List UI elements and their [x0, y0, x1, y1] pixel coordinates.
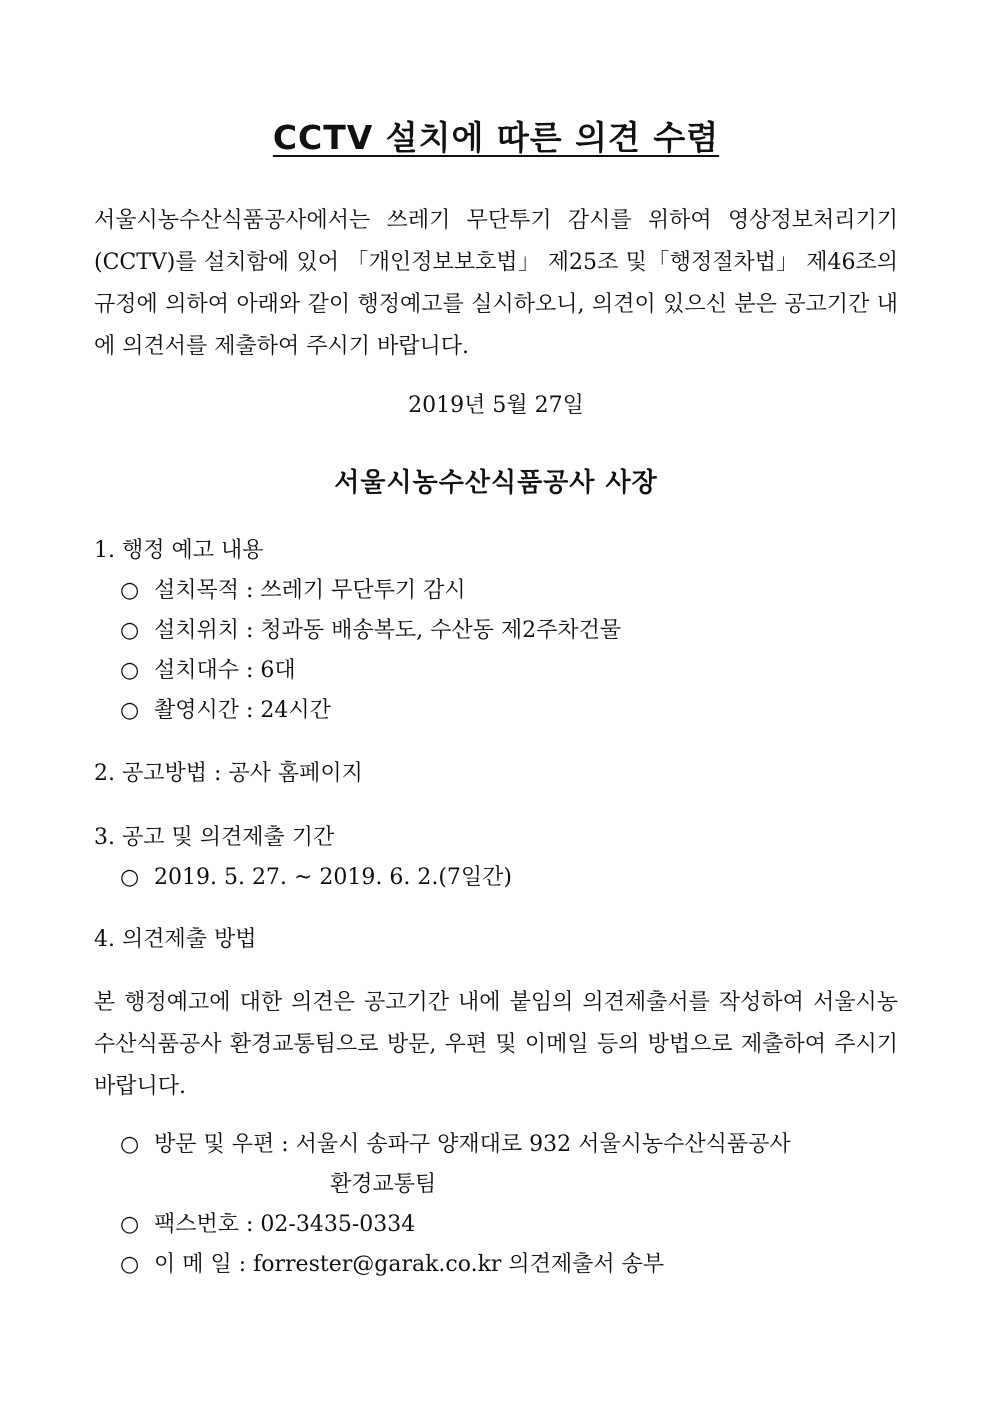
section-2-heading: 2. 공고방법 : 공사 홈페이지	[94, 761, 363, 786]
section-1-item	[120, 653, 296, 684]
section-1-item	[120, 573, 466, 604]
contact-visit	[120, 1127, 791, 1158]
section-3-heading: 3. 공고 및 의견제출 기간	[94, 825, 335, 850]
intro-paragraph: 서울시농수산식품공사에서는 쓰레기 무단투기 감시를 위하여 영상정보처리기기(CCTV)를 설치함에 있어 「개인정보보호법」 제25조 및「행정절차법」 제46조의 규정에 의하여 아래와 같이 행정예고를 실시하오니, 의견이 있으신 분은 공고기간 내에 의견서를 제출하여 주시기 바랍니다.	[94, 208, 898, 359]
section-4-heading: 4. 의견제출 방법	[94, 927, 257, 952]
section-1-item	[120, 613, 621, 644]
bullet-circle-icon: ○	[120, 578, 140, 603]
contact-visit-continuation: 환경교통팀	[330, 1172, 437, 1197]
section-4-body: 본 행정예고에 대한 의견은 공고기간 내에 붙임의 의견제출서를 작성하여 서울시농수산식품공사 환경교통팀으로 방문, 우편 및 이메일 등의 방법으로 제출하여 주시기 바랍니다.	[94, 990, 898, 1099]
section-1-heading: 1. 행정 예고 내용	[94, 538, 264, 563]
bullet-circle-icon: ○	[120, 865, 140, 890]
bullet-circle-icon: ○	[120, 1132, 140, 1157]
page-title: CCTV 설치에 따른 의견 수렴	[272, 118, 720, 157]
contact-text: 팩스번호 : 02-3435-0334	[154, 1212, 416, 1237]
item-text: 설치위치 : 청과동 배송복도, 수산동 제2주차건물	[154, 618, 622, 643]
item-text: 2019. 5. 27. ~ 2019. 6. 2.(7일간)	[154, 865, 512, 890]
contact-email	[120, 1247, 664, 1278]
item-text: 촬영시간 : 24시간	[154, 698, 331, 723]
contact-fax	[120, 1207, 415, 1238]
bullet-circle-icon: ○	[120, 618, 140, 643]
bullet-circle-icon: ○	[120, 1212, 140, 1237]
contact-text: 이 메 일 : forrester@garak.co.kr 의견제출서 송부	[154, 1252, 665, 1277]
bullet-circle-icon: ○	[120, 658, 140, 683]
section-3-item	[120, 860, 512, 891]
item-text: 설치목적 : 쓰레기 무단투기 감시	[154, 578, 466, 603]
bullet-circle-icon: ○	[120, 698, 140, 723]
section-1-item	[120, 693, 331, 724]
bullet-circle-icon: ○	[120, 1252, 140, 1277]
item-text: 설치대수 : 6대	[154, 658, 296, 683]
contact-text: 방문 및 우편 : 서울시 송파구 양재대로 932 서울시농수산식품공사	[154, 1132, 791, 1157]
notice-date: 2019년 5월 27일	[408, 393, 584, 418]
signer: 서울시농수산식품공사 사장	[334, 468, 658, 498]
